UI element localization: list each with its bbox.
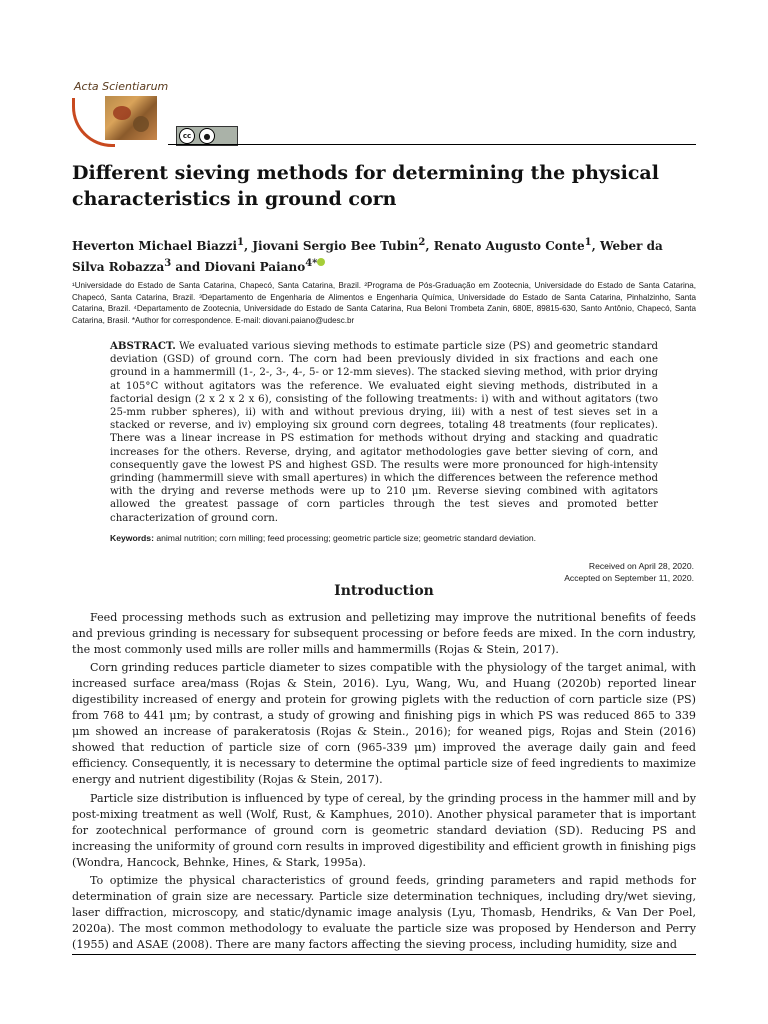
article-dates bbox=[564, 560, 694, 584]
journal-logo-image bbox=[105, 96, 157, 140]
author-name: Jiovani Sergio Bee Tubin bbox=[252, 239, 419, 253]
paragraph: Corn grinding reduces particle diameter to sizes compatible with the physiology of the target animal, with increased surface area/mass (Rojas & Stein, 2016). Lyu, Wang, Wu, and Huang (2020b) reported linear digestibility increased of energy and protein for growing piglets with the reduction of corn particle size (PS) from 768 to 441 μm; by contrast, a study of growing and finishing pigs in which PS was reduced 865 to 339 μm showed an increase of parakeratosis (Rojas & Stein., 2016); for weaned pigs, Rojas and Stein (2016) showed that reduction of particle size of corn (965-339 μm) improved the average daily gain and feed efficiency. Consequently, it is necessary to determine the optimal particle size of feed ingredients to maximize energy and nutrient digestibility (Rojas & Stein, 2017). bbox=[72, 661, 696, 787]
section-heading: Introduction bbox=[334, 583, 434, 599]
cc-icon: cc bbox=[179, 128, 195, 144]
section-body bbox=[72, 610, 696, 955]
journal-name: Acta Scientiarum bbox=[74, 80, 169, 93]
author-name: Diovani Paiano bbox=[204, 260, 306, 274]
paragraph: To optimize the physical characteristics of ground feeds, grinding parameters and rapid methods for determination of grain size are necessary. Particle size determination techniques, including dry/wet sieving, laser diffraction, microscopy, and static/dynamic image analysis (Lyu, Thomasb, Hendriks, & Van Der Poel, 2020a). The most common methodology to evaluate the particle size was proposed by Henderson and Perry (1955) and ASAE (2008). There are many factors affecting the sieving process, including humidity, size and bbox=[72, 873, 696, 951]
affiliations: ¹Universidade do Estado de Santa Catarina, Chapecó, Santa Catarina, Brazil. ²Programa de Pós-Graduação em Zootecnia, Universidade do Estado de Santa Catarina, Chapecó, Santa Catarina, Brazil. ³Departamento de Engenharia de Alimentos e Engenharia Química, Universidade do Estado de Santa Catarina, Pinhalzinho, Santa Catarina, Brazil. ⁴Departamento de Zootecnia, Universidade do Estado de Santa Catarina, Rua Beloni Trombeta Zanin, 680E, 89815-630, Santo Antônio, Chapecó, Santa Catarina, Brasil. *Author for correspondence. E-mail: diovani.paiano@udesc.br bbox=[72, 281, 696, 325]
attribution-icon: ● bbox=[199, 128, 215, 144]
author-name: Weber da Silva Robazza bbox=[72, 239, 663, 274]
author-name: Renato Augusto Conte bbox=[433, 239, 585, 253]
keywords bbox=[110, 533, 670, 544]
journal-header bbox=[72, 76, 696, 148]
orcid-icon[interactable] bbox=[317, 258, 325, 266]
accepted-date: Accepted on September 11, 2020. bbox=[564, 573, 694, 583]
received-date: Received on April 28, 2020. bbox=[588, 561, 694, 571]
paragraph: Particle size distribution is influenced by type of cereal, by the grinding process in the hammer mill and by post-mixing treatment as well (Wolf, Rust, & Kamphues, 2010). Another physical parameter that is important for zootechnical performance of ground corn is geometric standard deviation (SD). Reducing PS and increasing the uniformity of ground corn results in improved digestibility and efficient growth in finishing pigs (Wondra, Hancock, Behnke, Hines, & Stark, 1995a). bbox=[72, 791, 696, 869]
abstract bbox=[110, 340, 658, 525]
paragraph: Feed processing methods such as extrusion and pelletizing may improve the nutritional benefits of feeds and previous grinding is necessary for subsequent processing or before feeds are mixed. In the corn industry, the most commonly used mills are roller mills and hammermills (Rojas & Stein, 2017). bbox=[72, 611, 696, 657]
footer-rule bbox=[72, 954, 696, 955]
keywords-label: Keywords: bbox=[110, 533, 154, 543]
cc-license-badge[interactable] bbox=[176, 126, 238, 146]
header-rule bbox=[168, 144, 696, 145]
abstract-text: We evaluated various sieving methods to estimate particle size (PS) and geometric standard deviation (GSD) of ground corn. The corn had been previously divided in six fractions and each one ground in a hammermill (1-, 2-, 3-, 4-, 5- or 12-mm sieves). The stacked sieving method, with prior drying at 105°C without agitators was the reference. We evaluated eight sieving methods, distributed in a factorial design (2 x 2 x 2 x 6), consisting of the following treatments: i) with and without agitators (two 25-mm rubber spheres), ii) with and without previous drying, iii) with a nest of test sieves set in a stacked or reverse, and iv) employing six ground corn degrees, totaling 48 treatments (four replicates). There was a linear increase in PS estimation for methods without drying and stacking and quadratic increases for the others. Reverse, drying, and agitator methodologies gave better sieving of corn, and consequently gave the lowest PS and highest GSD. The results were more pronounced for high-intensity grinding (hammermill sieve with small apertures) in which the differences between the reference method with the drying and reverse methods were up to 210 μm. Reverse sieving combined with agitators allowed the greatest passage of corn particles through the test sieves and promoted better characterization of ground corn. bbox=[110, 341, 658, 524]
abstract-label: ABSTRACT. bbox=[110, 340, 176, 352]
author-list: Heverton Michael Biazzi$^1$, Jiovani Sergio Bee Tubin$^2$, Renato Augusto Conte$^1$, Weber da Silva Robazza$^3$ and Diovani Paiano$^{4*}$ bbox=[72, 237, 663, 274]
keywords-text: animal nutrition; corn milling; feed processing; geometric particle size; geometric standard deviation. bbox=[156, 533, 537, 543]
article-title: Different sieving methods for determining the physical characteristics in ground corn bbox=[72, 162, 659, 210]
author-name: Heverton Michael Biazzi bbox=[72, 239, 238, 253]
